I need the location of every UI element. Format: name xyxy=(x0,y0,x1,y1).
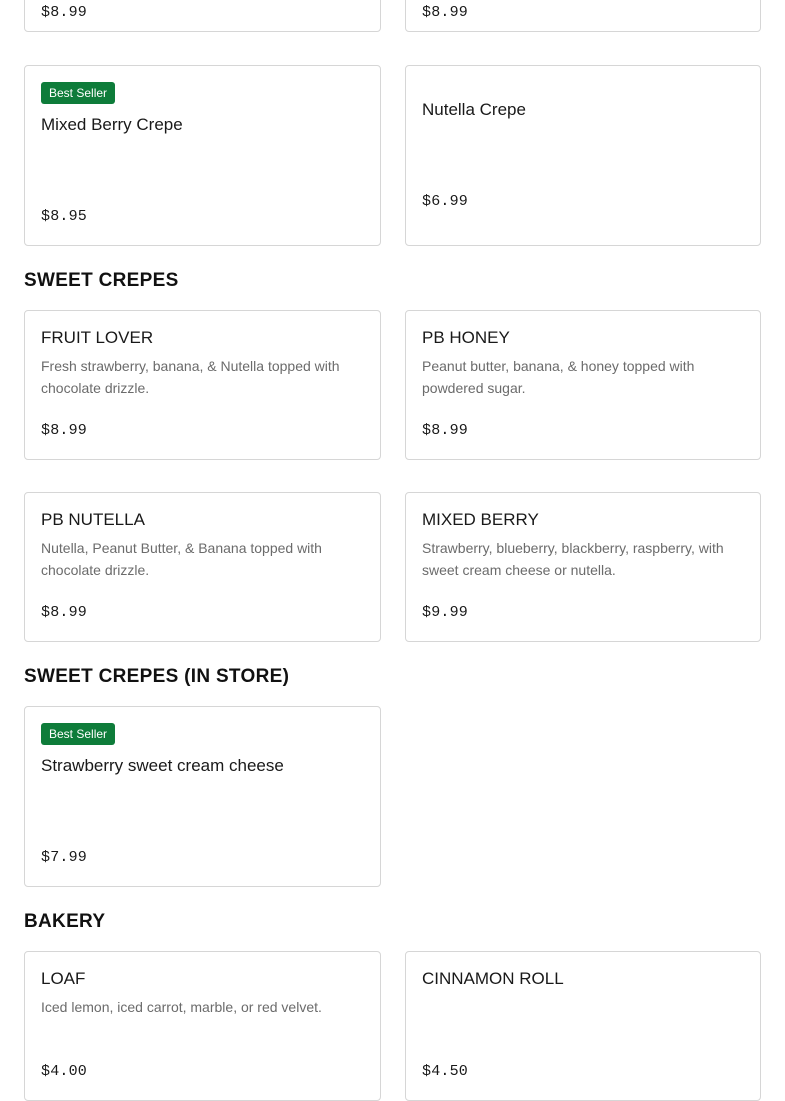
item-title: Mixed Berry Crepe xyxy=(41,115,183,134)
menu-item-card[interactable] xyxy=(405,492,761,642)
section-heading-bakery: BAKERY xyxy=(24,911,106,932)
item-price: $8.99 xyxy=(41,604,88,621)
menu-item-card[interactable] xyxy=(405,951,761,1101)
item-title: FRUIT LOVER xyxy=(41,328,154,347)
menu-item-card[interactable] xyxy=(24,951,381,1101)
item-price: $9.99 xyxy=(422,604,469,621)
item-title: Strawberry sweet cream cheese xyxy=(41,756,284,775)
item-title: LOAF xyxy=(41,969,86,988)
menu-item-card[interactable] xyxy=(405,310,761,460)
best-seller-badge: Best Seller xyxy=(41,82,115,104)
item-description: Peanut butter, banana, & honey topped with powdered sugar. xyxy=(422,358,695,396)
best-seller-badge: Best Seller xyxy=(41,723,115,745)
menu-item-card[interactable] xyxy=(24,310,381,460)
item-description: Fresh strawberry, banana, & Nutella topped with chocolate drizzle. xyxy=(41,358,340,396)
section-heading-sweet-crepes: SWEET CREPES xyxy=(24,270,179,291)
item-description: Strawberry, blueberry, blackberry, raspberry, with sweet cream cheese or nutella. xyxy=(422,540,724,578)
menu-item-card[interactable] xyxy=(405,0,761,32)
menu-item-card[interactable] xyxy=(24,492,381,642)
item-price: $6.99 xyxy=(422,193,469,210)
item-title: Nutella Crepe xyxy=(422,100,526,119)
item-price: $7.99 xyxy=(41,849,88,866)
menu-item-card[interactable] xyxy=(405,65,761,246)
item-price: $8.99 xyxy=(422,4,469,21)
item-price: $8.99 xyxy=(41,422,88,439)
menu-item-card[interactable] xyxy=(24,0,381,32)
item-price: $4.50 xyxy=(422,1063,469,1080)
item-title: PB NUTELLA xyxy=(41,510,145,529)
item-description: Nutella, Peanut Butter, & Banana topped with chocolate drizzle. xyxy=(41,540,322,578)
item-price: $8.99 xyxy=(41,4,88,21)
item-description: Iced lemon, iced carrot, marble, or red velvet. xyxy=(41,999,322,1015)
item-title: CINNAMON ROLL xyxy=(422,969,564,988)
section-heading-sweet-crepes-in-store: SWEET CREPES (IN STORE) xyxy=(24,666,290,687)
menu-item-card[interactable] xyxy=(24,65,381,246)
item-price: $4.00 xyxy=(41,1063,88,1080)
item-title: MIXED BERRY xyxy=(422,510,539,529)
item-price: $8.95 xyxy=(41,208,88,225)
item-title: PB HONEY xyxy=(422,328,510,347)
item-price: $8.99 xyxy=(422,422,469,439)
menu-item-card[interactable] xyxy=(24,706,381,887)
